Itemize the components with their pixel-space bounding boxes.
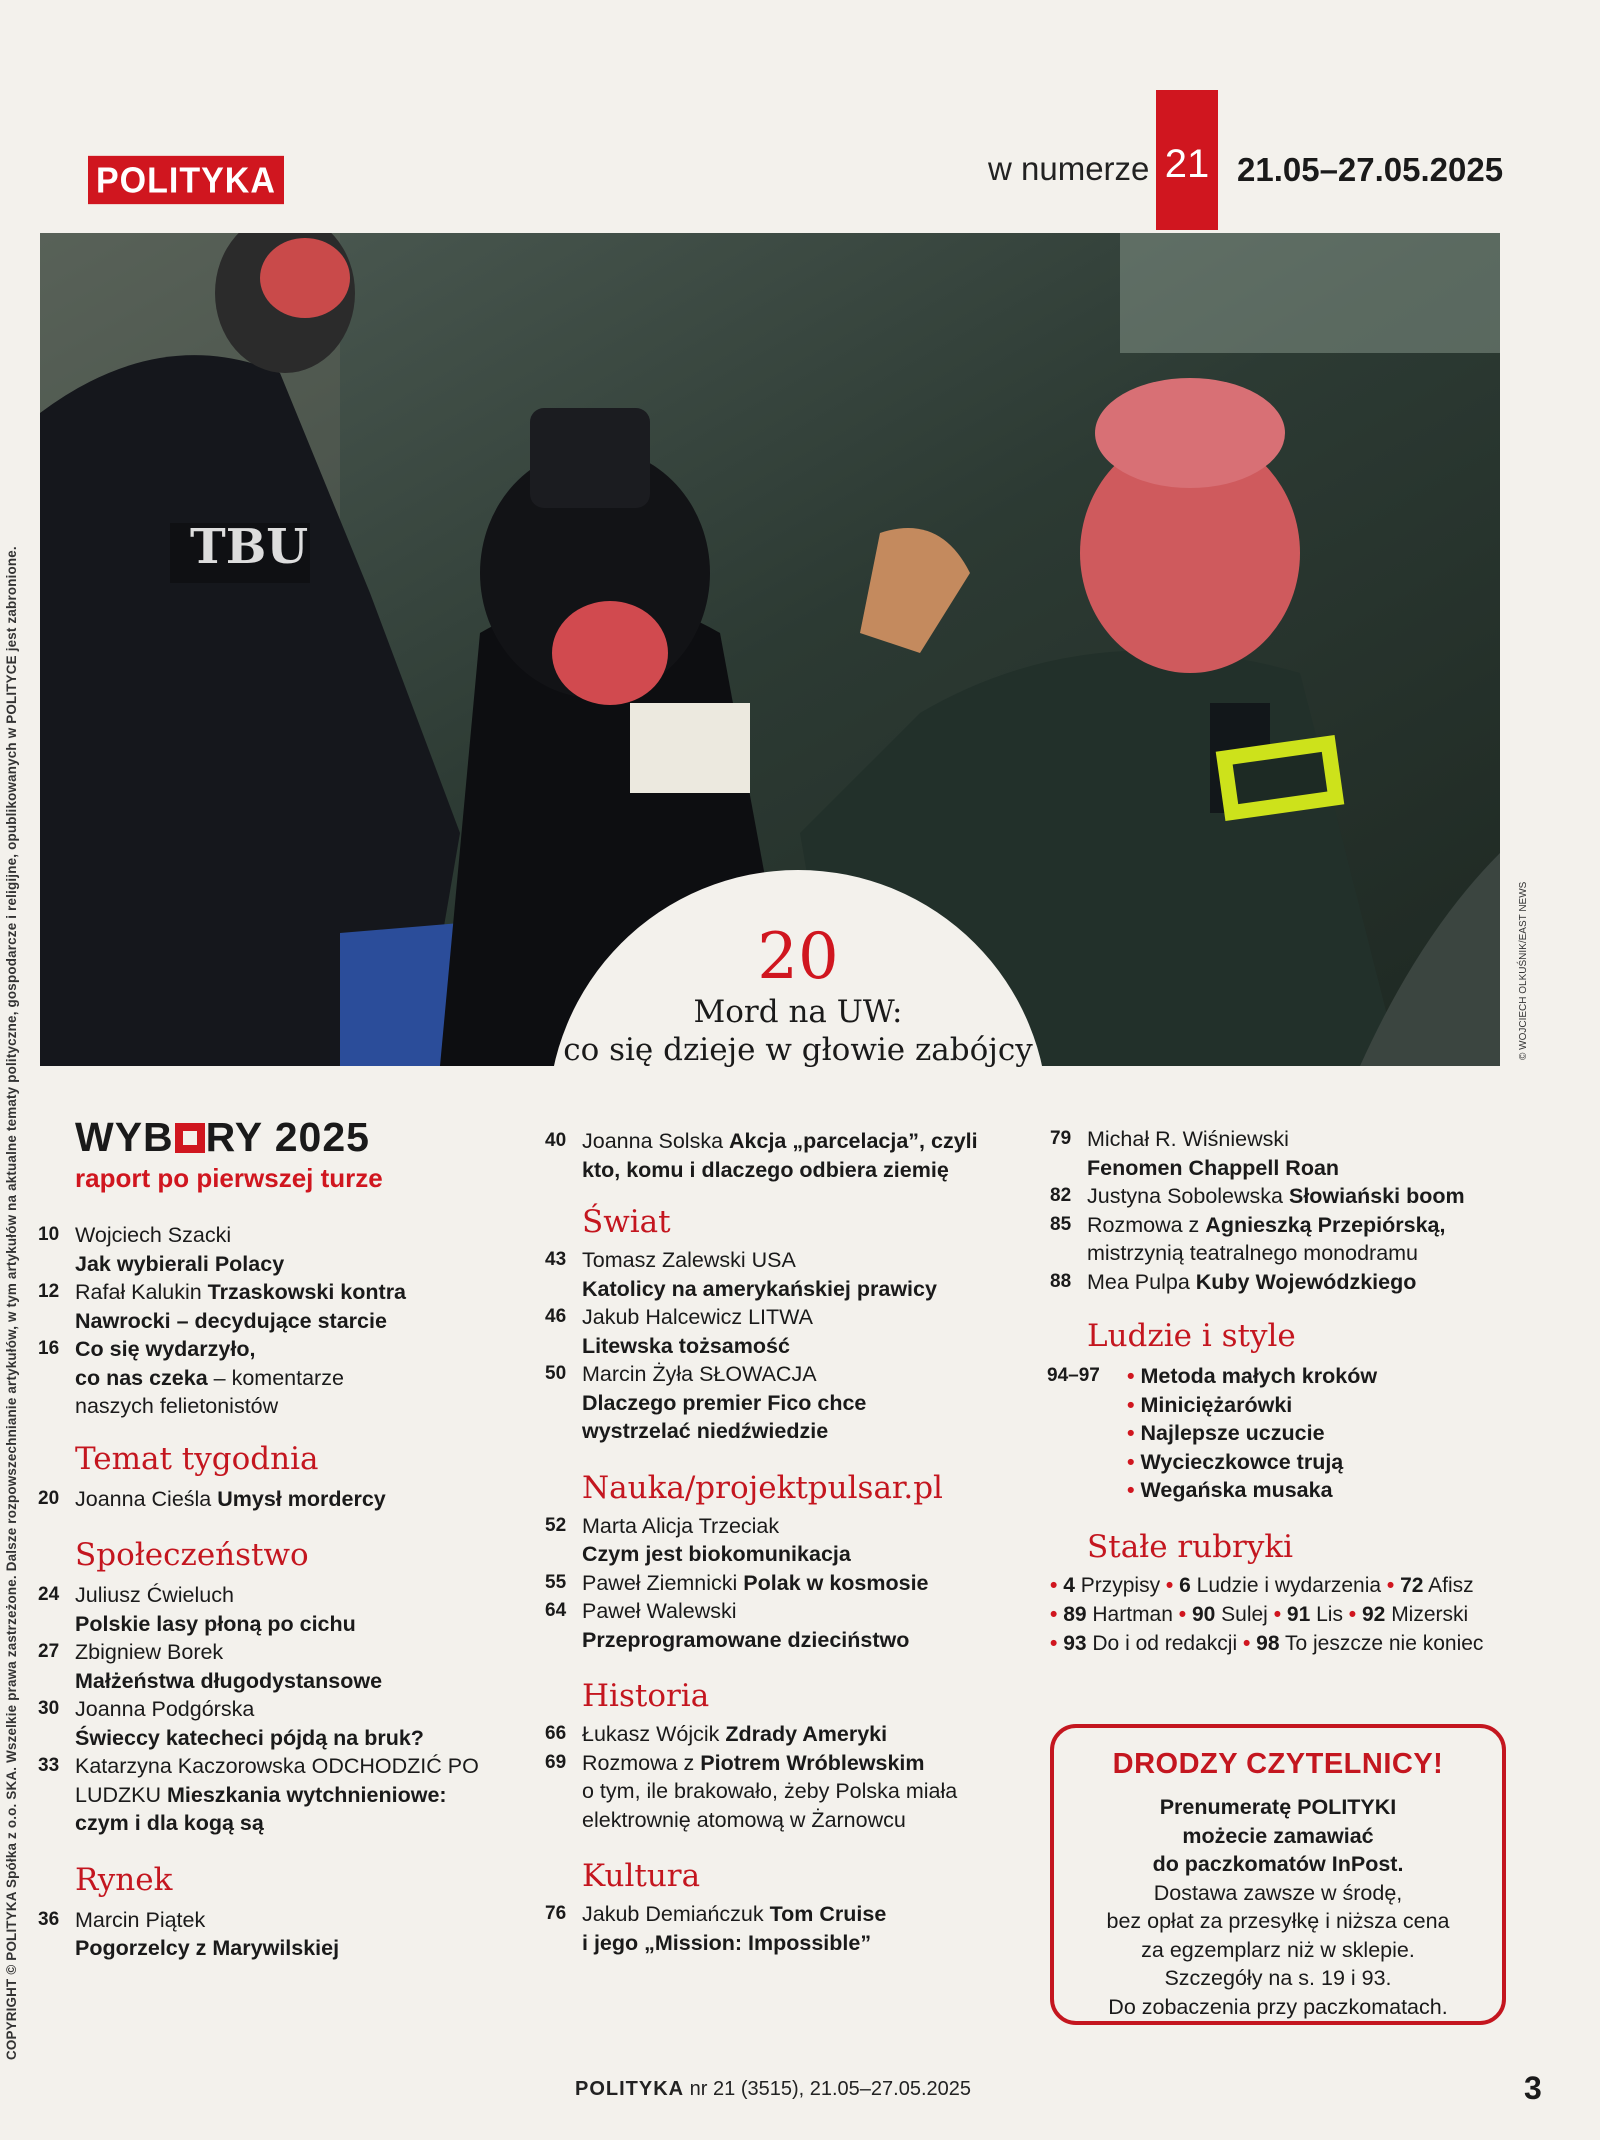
regular-columns — [1050, 1571, 1520, 1658]
issue-number-badge: 21 — [1156, 90, 1218, 230]
toc-entry[interactable]: 43 Tomasz Zalewski USA Katolicy na amerykańskiej prawicy — [545, 1248, 937, 1301]
toc-column-2 — [545, 1127, 1035, 1957]
list-item[interactable]: • Metoda małych kroków — [1127, 1364, 1378, 1388]
toc-column-1 — [38, 1113, 558, 1963]
list-item[interactable]: Do i od redakcji — [1092, 1631, 1238, 1655]
section-heading: Społeczeństwo — [75, 1537, 309, 1573]
cover-story-page: 20 — [757, 920, 839, 994]
toc-entry[interactable]: 24 Juliusz Ćwieluch Polskie lasy płoną po cichu — [38, 1583, 356, 1636]
svg-text:TBU: TBU — [190, 519, 309, 575]
list-item[interactable]: Sulej — [1221, 1602, 1268, 1626]
regular-columns-row: • 89 Hartman • 90 Sulej • 91 Lis • 92 Mizerski — [1050, 1602, 1469, 1626]
section-heading: Świat — [582, 1204, 671, 1240]
regular-columns-row: • 4 Przypisy • 6 Ludzie i wydarzenia • 72 Afisz — [1050, 1573, 1474, 1597]
section-heading: Historia — [582, 1678, 710, 1714]
toc-entry[interactable]: 16 Co się wydarzyło, co nas czeka – komentarze naszych felietonistów — [38, 1337, 344, 1418]
list-item[interactable]: • Najlepsze uczucie — [1127, 1421, 1325, 1445]
list-item[interactable]: Mizerski — [1391, 1602, 1469, 1626]
list-item[interactable]: Hartman — [1092, 1602, 1173, 1626]
page-footer: POLITYKA nr 21 (3515), 21.05–27.05.2025 — [575, 2078, 972, 2100]
section-heading: Rynek — [75, 1861, 173, 1898]
toc-entry[interactable]: 46 Jakub Halcewicz LITWA Litewska tożsamość — [545, 1305, 813, 1358]
toc-entry[interactable]: 64 Paweł Walewski Przeprogramowane dzieciństwo — [545, 1599, 910, 1652]
section-heading: Temat tygodnia — [75, 1440, 319, 1477]
cover-story-title[interactable]: Mord na UW: co się dzieje w głowie zabójcy — [563, 994, 1033, 1068]
toc-entry[interactable]: 10 Wojciech Szacki Jak wybierali Polacy — [38, 1223, 285, 1276]
notice-text: Dostawa zawsze w środę, bez opłat za przesyłkę i niższa cena za egzemplarz niż w sklepie. Szczegóły na s. 19 i 93. Do zobaczenia przy paczkomatach. — [1106, 1880, 1450, 2019]
page-number: 3 — [1524, 2070, 1542, 2106]
photo-credit: © WOJCIECH OLKUŚNIK/EAST NEWS — [1518, 881, 1529, 1060]
section-heading: Ludzie i style — [1087, 1318, 1296, 1354]
toc-entry[interactable]: 52 Marta Alicja Trzeciak Czym jest biokomunikacja — [545, 1513, 851, 1566]
list-item[interactable]: Afisz — [1428, 1573, 1474, 1597]
issue-dates: 21.05–27.05.2025 — [1237, 151, 1504, 188]
regular-columns-row: • 93 Do i od redakcji • 98 To jeszcze nie koniec — [1050, 1631, 1484, 1655]
toc-entry[interactable]: 82 Justyna Sobolewska Słowiański boom — [1050, 1184, 1465, 1208]
list-item[interactable]: • Miniciężarówki — [1127, 1392, 1293, 1417]
list-item[interactable]: To jeszcze nie koniec — [1284, 1631, 1484, 1655]
toc-entry[interactable]: 20 Joanna Cieśla Umysł mordercy — [38, 1486, 386, 1511]
section-heading: Stałe rubryki — [1087, 1528, 1294, 1565]
toc-entry[interactable]: 33 Katarzyna Kaczorowska ODCHODZIĆ PO LUDZKU Mieszkania wytchnieniowe: czym i dla kogą są — [38, 1754, 479, 1835]
toc-entry[interactable]: 69 Rozmowa z Piotrem Wróblewskim o tym, ile brakowało, żeby Polska miała elektrownię atomową w Żarnowcu — [545, 1750, 958, 1832]
toc-entry[interactable]: 55 Paweł Ziemnicki Polak w kosmosie — [545, 1570, 929, 1595]
notice-highlight: Prenumeratę POLITYKI możecie zamawiać do paczkomatów InPost. — [1152, 1795, 1404, 1876]
toc-entry[interactable]: 85 Rozmowa z Agnieszką Przepiórską, mistrzynią teatralnego monodramu — [1050, 1212, 1446, 1265]
elections-report-header — [75, 1113, 558, 1195]
copyright-notice: COPYRIGHT © POLITYKA Spółka z o.o. SKA. Wszelkie prawa zastrzeżone. Dalsze rozpowszechnianie artykułów, w tym artykułów na aktualne tematy polityczne, gospodarcze i religijne, opublikowanych w POLITYCE jest zabronione. — [4, 546, 19, 2060]
ludzie-list — [1047, 1362, 1520, 1505]
toc-entry[interactable]: 76 Jakub Demiańczuk Tom Cruise i jego „Mission: Impossible” — [545, 1902, 887, 1955]
toc-entry[interactable]: 27 Zbigniew Borek Małżeństwa długodystansowe — [38, 1640, 383, 1693]
toc-entry[interactable]: 66 Łukasz Wójcik Zdrady Ameryki — [545, 1722, 888, 1746]
list-item[interactable]: Ludzie i wydarzenia — [1196, 1573, 1382, 1597]
toc-entry[interactable]: 88 Mea Pulpa Kuby Wojewódzkiego — [1050, 1269, 1417, 1294]
toc-column-3 — [1047, 1125, 1520, 1658]
toc-entry[interactable]: 30 Joanna Podgórska Świeccy katecheci pójdą na bruk? — [38, 1697, 424, 1750]
list-item[interactable]: Przypisy — [1080, 1573, 1161, 1597]
section-heading: Nauka/projektpulsar.pl — [582, 1469, 943, 1506]
elections-title: WYB RY 2025 — [75, 1114, 370, 1160]
issue-label: w numerze — [988, 150, 1150, 187]
section-heading: Kultura — [582, 1858, 701, 1894]
notice-title: DRODZY CZYTELNICY! — [1112, 1748, 1444, 1780]
ludzie-pages: 94–97 — [1047, 1365, 1100, 1386]
list-item[interactable]: • Wegańska musaka — [1127, 1478, 1333, 1502]
list-item[interactable]: • Wycieczkowce trują — [1127, 1449, 1344, 1474]
toc-entry[interactable]: 36 Marcin Piątek Pogorzelcy z Marywilskiej — [38, 1907, 340, 1960]
toc-entry[interactable]: 12 Rafał Kalukin Trzaskowski kontra Nawrocki – decydujące starcie — [38, 1280, 407, 1333]
toc-entry[interactable]: 40 Joanna Solska Akcja „parcelacja”, czyli kto, komu i dlaczego odbiera ziemię — [545, 1129, 978, 1182]
polityka-logo: POLITYKA — [88, 156, 284, 204]
elections-subtitle: raport po pierwszej turze — [75, 1163, 383, 1193]
subscription-notice — [1050, 1724, 1506, 2025]
toc-entry[interactable]: 50 Marcin Żyła SŁOWACJA Dlaczego premier Fico chce wystrzelać niedźwiedzie — [545, 1362, 867, 1443]
list-item[interactable]: Lis — [1316, 1602, 1343, 1626]
ballot-box-icon — [175, 1123, 205, 1153]
toc-entry[interactable]: 79 Michał R. Wiśniewski Fenomen Chappell Roan — [1050, 1127, 1340, 1180]
